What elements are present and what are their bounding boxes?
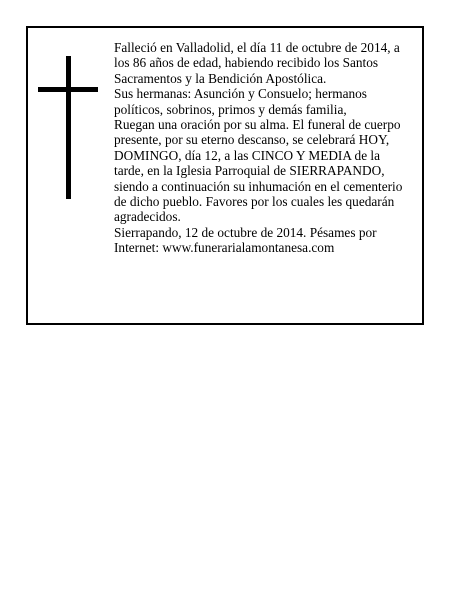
obituary-line: presente, por su eterno descanso, se celebrará HOY, bbox=[114, 132, 390, 148]
cross-horizontal-bar bbox=[38, 87, 98, 92]
obituary-line: los 86 años de edad, habiendo recibido los Santos bbox=[114, 55, 379, 71]
cross-vertical-bar bbox=[66, 56, 71, 199]
obituary-line: Sierrapando, 12 de octubre de 2014. Pésames por bbox=[114, 224, 377, 240]
obituary-line: Internet: www.funerarialamontanesa.com bbox=[114, 240, 335, 256]
obituary-line: de dicho pueblo. Favores por los cuales les quedarán bbox=[114, 194, 395, 210]
obituary-text bbox=[114, 40, 418, 256]
obituary-line: DOMINGO, día 12, a las CINCO Y MEDIA de la bbox=[114, 147, 381, 163]
obituary-line: Sacramentos y la Bendición Apostólica. bbox=[114, 70, 327, 86]
obituary-notice bbox=[26, 26, 424, 325]
obituary-line: Sus hermanas: Asunción y Consuelo; hermanos bbox=[114, 86, 367, 102]
obituary-line: políticos, sobrinos, primos y demás familia, bbox=[114, 101, 347, 117]
obituary-line: tarde, en la Iglesia Parroquial de SIERRAPANDO, bbox=[114, 163, 385, 179]
obituary-line: Ruegan una oración por su alma. El funeral de cuerpo bbox=[114, 117, 401, 133]
latin-cross-icon bbox=[38, 56, 98, 199]
obituary-line: agradecidos. bbox=[114, 209, 181, 225]
obituary-line: siendo a continuación su inhumación en el cementerio bbox=[114, 178, 403, 194]
obituary-line: Falleció en Valladolid, el día 11 de octubre de 2014, a bbox=[114, 40, 400, 55]
